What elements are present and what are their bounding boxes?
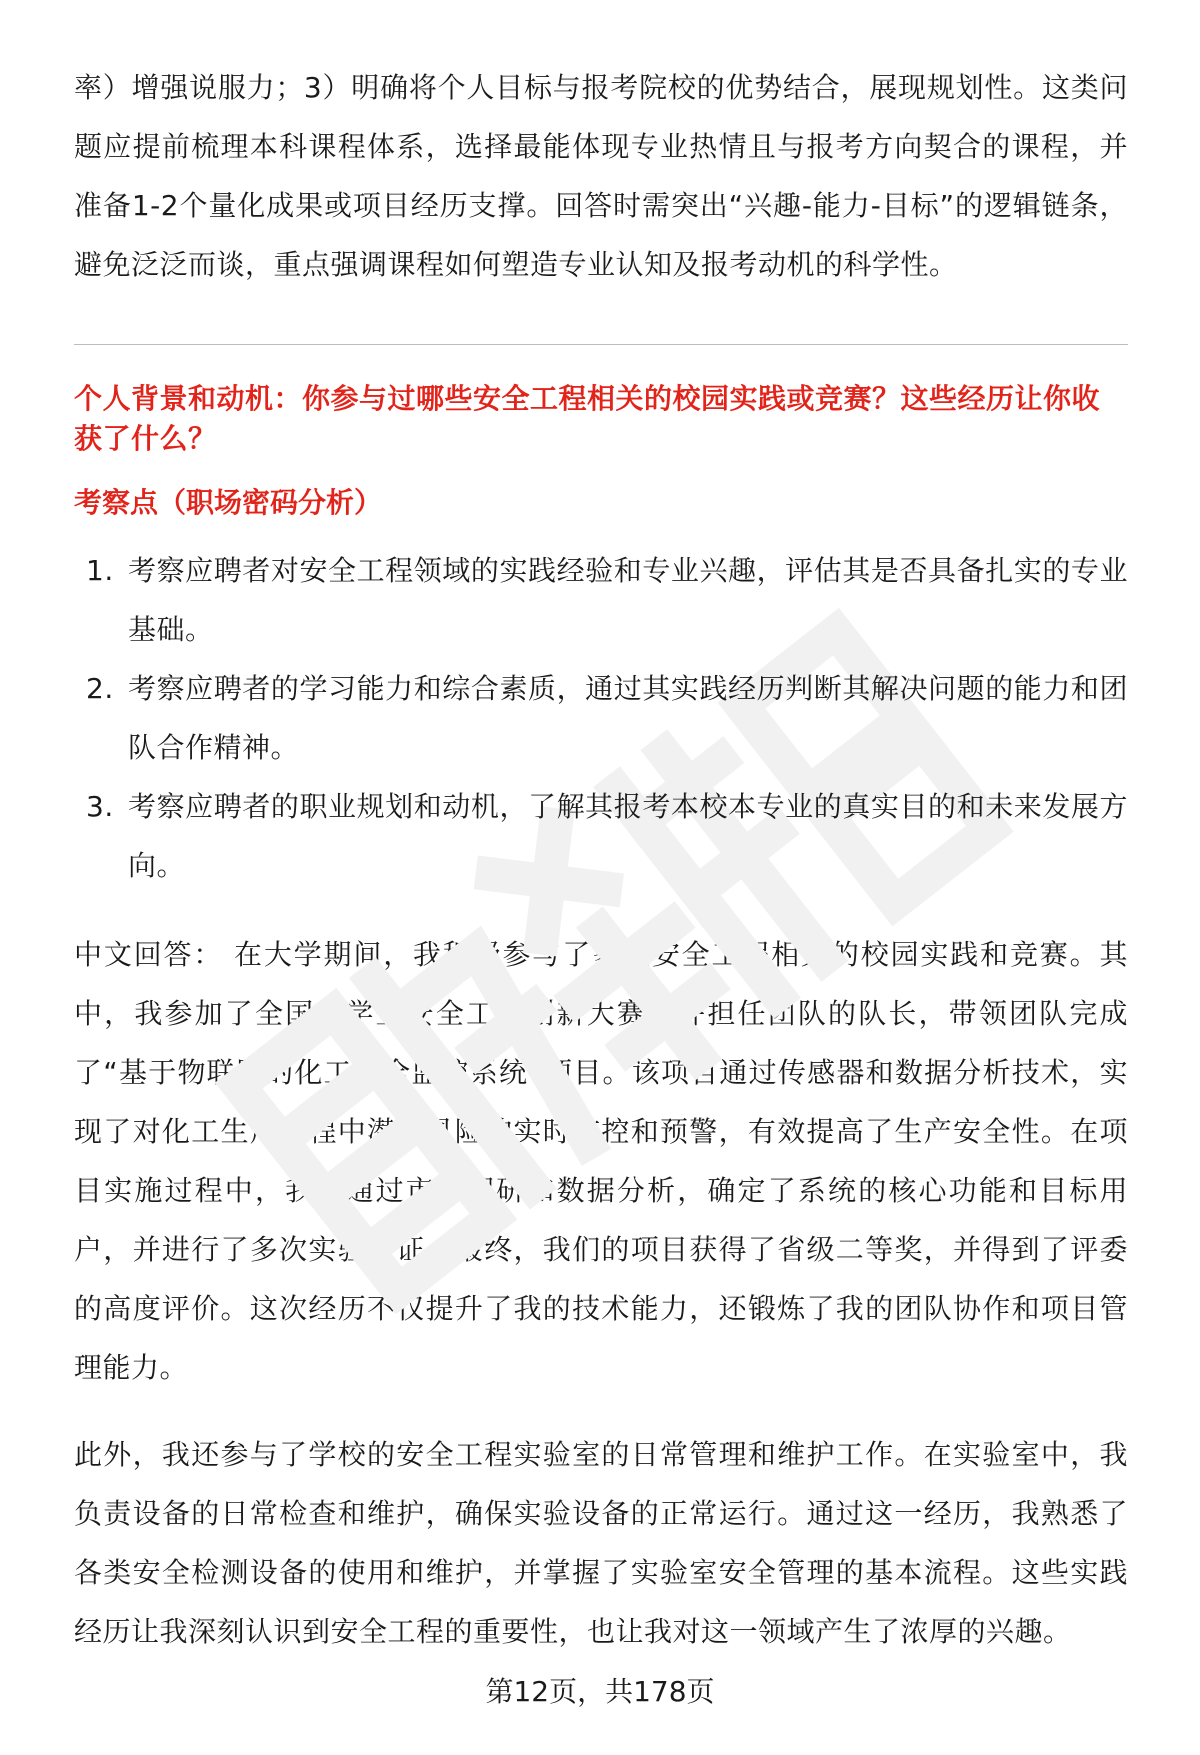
list-item-text: 考察应聘者对安全工程领域的实践经验和专业兴趣，评估其是否具备扎实的专业基础。 [128, 554, 1128, 646]
list-item [74, 659, 1128, 777]
list-item-text: 考察应聘者的学习能力和综合素质，通过其实践经历判断其解决问题的能力和团队合作精神。 [128, 672, 1128, 764]
assessment-heading: 考察点（职场密码分析） [74, 486, 383, 519]
list-item-text: 考察应聘者的职业规划和动机，了解其报考本校本专业的真实目的和未来发展方向。 [128, 790, 1128, 882]
answer-paragraph-1: 中文回答： 在大学期间，我积极参与了多项安全工程相关的校园实践和竞赛。其中，我参加了全国大学生安全工程创新大赛，并担任团队的队长，带领团队完成了“基于物联网的化工安全监控系统”项目。该项目通过传感器和数据分析技术，实现了对化工生产过程中潜在风险的实时监控和预警，有效提高了生产安全性。在项目实施过程中，我们通过市场调研和数据分析，确定了系统的核心功能和目标用户，并进行了多次实验验证。最终，我们的项目获得了省级二等奖，并得到了评委的高度评价。这次经历不仅提升了我的技术能力，还锻炼了我的团队协作和项目管理能力。 [74, 938, 1128, 1384]
list-item-number: 2. [86, 672, 114, 705]
section-divider [74, 344, 1128, 345]
answer-paragraph-2: 此外，我还参与了学校的安全工程实验室的日常管理和维护工作。在实验室中，我负责设备的日常检查和维护，确保实验设备的正常运行。通过这一经历，我熟悉了各类安全检测设备的使用和维护，并掌握了实验室安全管理的基本流程。这些实践经历让我深刻认识到安全工程的重要性，也让我对这一领域产生了浓厚的兴趣。 [74, 1438, 1128, 1648]
list-item-number: 1. [86, 554, 114, 587]
answer-block [74, 925, 1128, 1661]
assessment-points-list [74, 541, 1128, 895]
list-item-number: 3. [86, 790, 114, 823]
intro-paragraph: 率）增强说服力；3）明确将个人目标与报考院校的优势结合，展现规划性。这类问题应提前梳理本科课程体系，选择最能体现专业热情且与报考方向契合的课程，并准备1-2个量化成果或项目经历支撑。回答时需突出“兴趣-能力-目标”的逻辑链条，避免泛泛而谈，重点强调课程如何塑造专业认知及报考动机的科学性。 [74, 71, 1128, 281]
list-item [74, 777, 1128, 895]
list-item [74, 541, 1128, 659]
question-heading: 个人背景和动机：你参与过哪些安全工程相关的校园实践或竞赛？这些经历让你收获了什么？ [74, 382, 1101, 455]
page-footer: 第12页，共178页 [485, 1675, 715, 1708]
